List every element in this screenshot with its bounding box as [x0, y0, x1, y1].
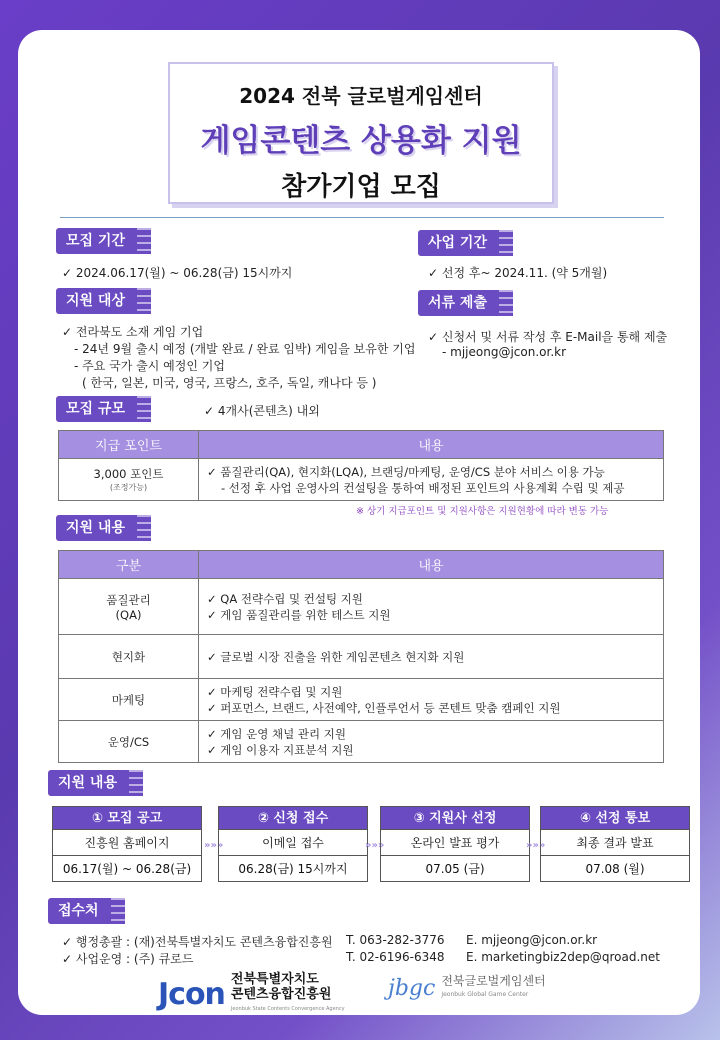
step-date: 06.28(금) 15시까지 [218, 856, 368, 882]
support-line: ✓ 게임 이용자 지표분석 지원 [207, 742, 354, 757]
title-box [168, 62, 554, 204]
poster-card [18, 30, 700, 1015]
process-step [52, 806, 202, 882]
process-step [380, 806, 530, 882]
contact-tel: T. 02-6196-6348 [346, 950, 445, 964]
step-method: 이메일 접수 [218, 830, 368, 856]
support-table [58, 550, 664, 763]
support-line: ✓ 게임 품질관리를 위한 테스트 지원 [207, 607, 391, 622]
points-cell [59, 459, 199, 501]
process-step [540, 806, 690, 882]
note-text: ※ 상기 지급포인트 및 지원사항은 지원현황에 따라 변동 가능 [356, 506, 609, 517]
badge-recruit-period: 모집 기간 [56, 228, 151, 254]
step-title: ② 신청 접수 [218, 806, 368, 830]
support-content [199, 679, 664, 721]
support-cat: 현지화 [59, 635, 199, 679]
badge-target: 지원 대상 [56, 288, 151, 314]
support-line: ✓ QA 전략수립 및 컨설팅 지원 [207, 591, 363, 606]
badge-submit: 서류 제출 [418, 290, 513, 316]
target-line: - 주요 국가 출시 예정인 기업 [74, 359, 225, 373]
support-content [199, 579, 664, 635]
points-header-point: 지급 포인트 [59, 431, 199, 459]
jbgc-name-block [441, 974, 545, 1002]
contact-email: E. marketingbiz2dep@qroad.net [466, 950, 660, 964]
step-date: 06.17(월) ~ 06.28(금) [52, 856, 202, 882]
contact-tel: T. 063-282-3776 [346, 933, 445, 947]
points-value: 3,000 포인트 [93, 467, 164, 481]
jbgc-sub: Jeonbuk Global Game Center [441, 991, 529, 998]
title-line3: 참가기업 모집 [281, 172, 441, 202]
jcon-name2: 콘텐츠융합진흥원 [230, 987, 332, 1002]
jcon-mark: Jcon [158, 977, 225, 1012]
step-method: 온라인 발표 평가 [380, 830, 530, 856]
support-cat: 운영/CS [59, 721, 199, 763]
contact-org: ✓ 행정총괄 : (재)전북특별자치도 콘텐츠융합진흥원 [62, 935, 333, 949]
target-line: ( 한국, 일본, 미국, 영국, 프랑스, 호주, 독일, 캐나다 등 ) [82, 376, 377, 390]
support-content [199, 721, 664, 763]
title-line2: 게임콘텐츠 상용화 지원 [200, 123, 522, 159]
badge-scale: 모집 규모 [56, 396, 151, 422]
support-content [199, 635, 664, 679]
jbgc-name: 전북글로벌게임센터 [441, 974, 546, 988]
support-header-cat: 구분 [59, 551, 199, 579]
step-date: 07.05 (금) [380, 856, 530, 882]
points-line: - 선정 후 사업 운영사의 컨설팅을 통하여 배정된 포인트의 사용계획 수립 및 제공 [221, 480, 625, 495]
step-title: ③ 지원사 선정 [380, 806, 530, 830]
step-date: 07.08 (월) [540, 856, 690, 882]
jcon-name1: 전북특별자치도 [230, 972, 319, 987]
contact-email: E. mjjeong@jcon.or.kr [466, 933, 598, 947]
recruit-period-text: ✓ 2024.06.17(월) ~ 06.28(금) 15시까지 [62, 266, 293, 280]
submit-email: - mjjeong@jcon.or.kr [442, 345, 567, 359]
arrow-icon: »»» [204, 840, 224, 851]
support-line: ✓ 게임 운영 채널 관리 지원 [207, 726, 347, 741]
step-title: ① 모집 공고 [52, 806, 202, 830]
support-cat: 마케팅 [59, 679, 199, 721]
support-header-content: 내용 [199, 551, 664, 579]
support-line: ✓ 글로벌 시장 진출을 위한 게임콘텐츠 현지화 지원 [207, 649, 465, 664]
support-line: ✓ 마케팅 전략수립 및 지원 [207, 684, 343, 699]
step-method: 진흥원 홈페이지 [52, 830, 202, 856]
jcon-name [231, 972, 345, 1017]
points-header-content: 내용 [199, 431, 664, 459]
scale-text: ✓ 4개사(콘텐츠) 내외 [204, 404, 320, 418]
badge-biz-period: 사업 기간 [418, 230, 513, 256]
step-title: ④ 선정 통보 [540, 806, 690, 830]
support-line: ✓ 퍼포먼스, 브랜드, 사전예약, 인플루언서 등 콘텐트 맞춤 캠페인 지원 [207, 700, 561, 715]
support-cat: 품질관리 (QA) [59, 579, 199, 635]
title-line1: 2024 전북 글로벌게임센터 [239, 84, 483, 108]
process-step [218, 806, 368, 882]
badge-support: 지원 내용 [56, 515, 151, 541]
points-line: ✓ 품질관리(QA), 현지화(LQA), 브랜딩/마케팅, 운영/CS 분야 서비스 이용 가능 [207, 464, 605, 479]
arrow-icon: »»» [365, 840, 385, 851]
target-line: ✓ 전라북도 소재 게임 기업 [62, 325, 204, 339]
jbgc-mark: jbgc [388, 975, 436, 1001]
jcon-logo [158, 972, 345, 1017]
target-line: - 24년 9월 출시 예정 (개발 완료 / 완료 임박) 게임을 보유한 기업 [74, 342, 416, 356]
badge-contact: 접수처 [48, 898, 125, 924]
arrow-icon: »»» [526, 840, 546, 851]
jcon-sub: Jeonbuk State Contents Convergence Agency [230, 1006, 345, 1012]
points-sub: (조정가능) [109, 483, 148, 492]
points-table [58, 430, 664, 501]
contact-org: ✓ 사업운영 : (주) 큐로드 [62, 952, 194, 966]
biz-period-text: ✓ 선정 후~ 2024.11. (약 5개월) [428, 266, 608, 280]
points-content [199, 459, 664, 501]
badge-process: 지원 내용 [48, 770, 143, 796]
jbgc-logo [388, 974, 546, 1002]
submit-line: ✓ 신청서 및 서류 작성 후 E-Mail을 통해 제출 [428, 330, 668, 344]
divider [60, 217, 664, 218]
step-method: 최종 결과 발표 [540, 830, 690, 856]
